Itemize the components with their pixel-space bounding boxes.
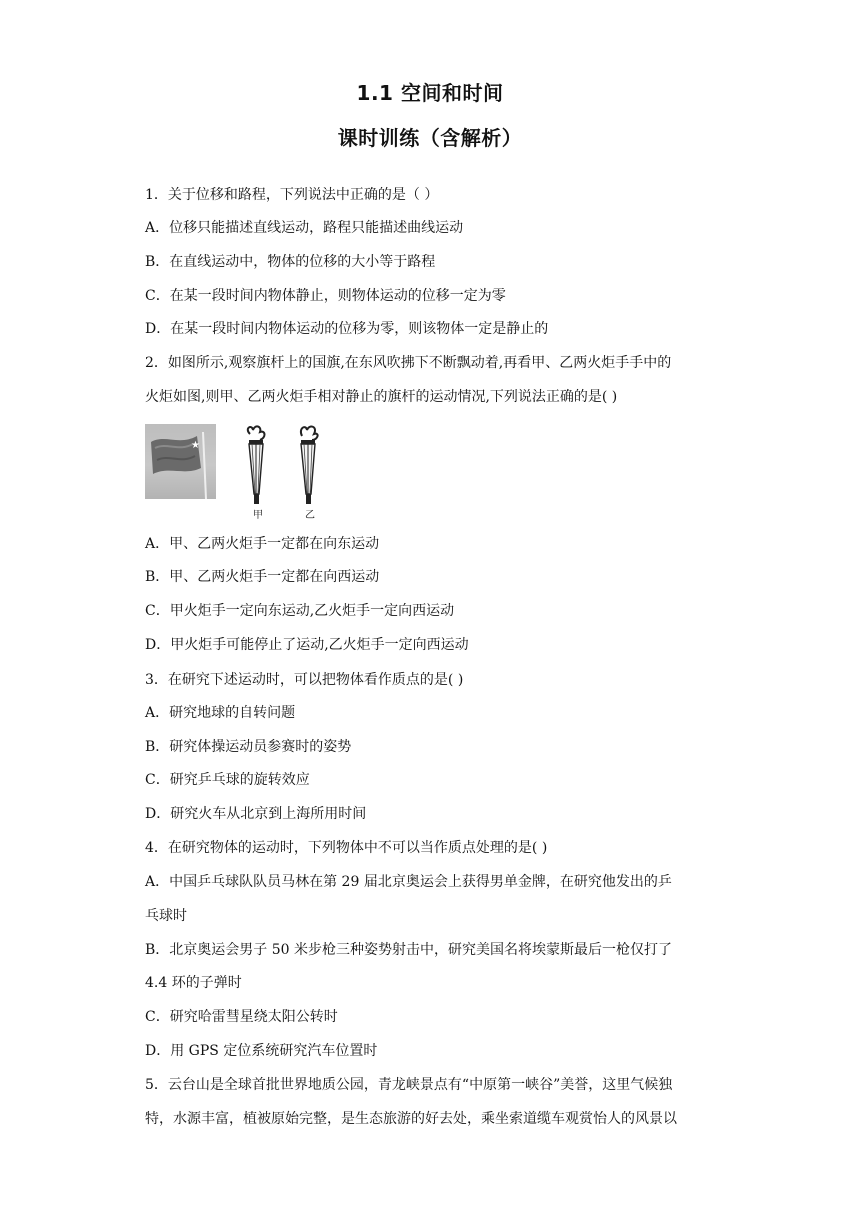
q3-option-c: C．研究乒乓球的旋转效应 [145,772,310,788]
q1-stem: 1．关于位移和路程，下列说法中正确的是（ ） [145,187,439,203]
q4-option-d: D．用 GPS 定位系统研究汽车位置时 [145,1043,378,1059]
q4-option-a-line1: A．中国乒乓球队队员马林在第 29 届北京奥运会上获得男单金牌，在研究他发出的乒 [145,874,672,890]
q1-option-c: C．在某一段时间内物体静止，则物体运动的位移一定为零 [145,288,506,304]
q2-option-a: A．甲、乙两火炬手一定都在向东运动 [145,536,380,552]
torch-label-yi: 乙 [305,510,315,521]
q2-option-d: D．甲火炬手可能停止了运动,乙火炬手一定向西运动 [145,637,469,653]
q4-stem: 4．在研究物体的运动时，下列物体中不可以当作质点处理的是( ) [145,840,548,856]
q4-option-a-line2: 乓球时 [145,908,187,924]
q4-option-b-line1: B．北京奥运会男子 50 米步枪三种姿势射击中，研究美国名将埃蒙斯最后一枪仅打了 [145,942,673,958]
q5-stem-line1: 5．云台山是全球首批世界地质公园，青龙峡景点有“中原第一峡谷”美誉，这里气候独 [145,1077,673,1093]
flag-torch-figure [145,424,335,520]
torch-label-jia: 甲 [253,510,263,521]
q1-option-d: D．在某一段时间内物体运动的位移为零，则该物体一定是静止的 [145,321,549,337]
q3-option-a: A．研究地球的自转问题 [145,705,296,721]
page-title: 1.1 空间和时间 [356,81,504,105]
q2-option-b: B．甲、乙两火炬手一定都在向西运动 [145,569,380,585]
q1-option-b: B．在直线运动中，物体的位移的大小等于路程 [145,254,436,270]
q4-option-c: C．研究哈雷彗星绕太阳公转时 [145,1009,338,1025]
q2-stem-line1: 2．如图所示,观察旗杆上的国旗,在东风吹拂下不断飘动着,再看甲、乙两火炬手手中的 [145,355,672,371]
q3-option-b: B．研究体操运动员参赛时的姿势 [145,739,352,755]
flag-photo [145,424,216,499]
q2-option-c: C．甲火炬手一定向东运动,乙火炬手一定向西运动 [145,603,455,619]
q3-option-d: D．研究火车从北京到上海所用时间 [145,806,367,822]
q5-stem-line2: 特，水源丰富，植被原始完整，是生态旅游的好去处，乘坐索道缆车观赏怡人的风景以 [145,1111,677,1127]
svg-text:★: ★ [191,440,200,451]
page-subtitle: 课时训练（含解析） [337,126,523,150]
q1-option-a: A．位移只能描述直线运动，路程只能描述曲线运动 [145,220,464,236]
q2-stem-line2: 火炬如图,则甲、乙两火炬手相对静止的旗杆的运动情况,下列说法正确的是( ) [145,389,618,405]
q4-option-b-line2: 4.4 环的子弹时 [145,975,242,991]
q3-stem: 3．在研究下述运动时，可以把物体看作质点的是( ) [145,672,464,688]
